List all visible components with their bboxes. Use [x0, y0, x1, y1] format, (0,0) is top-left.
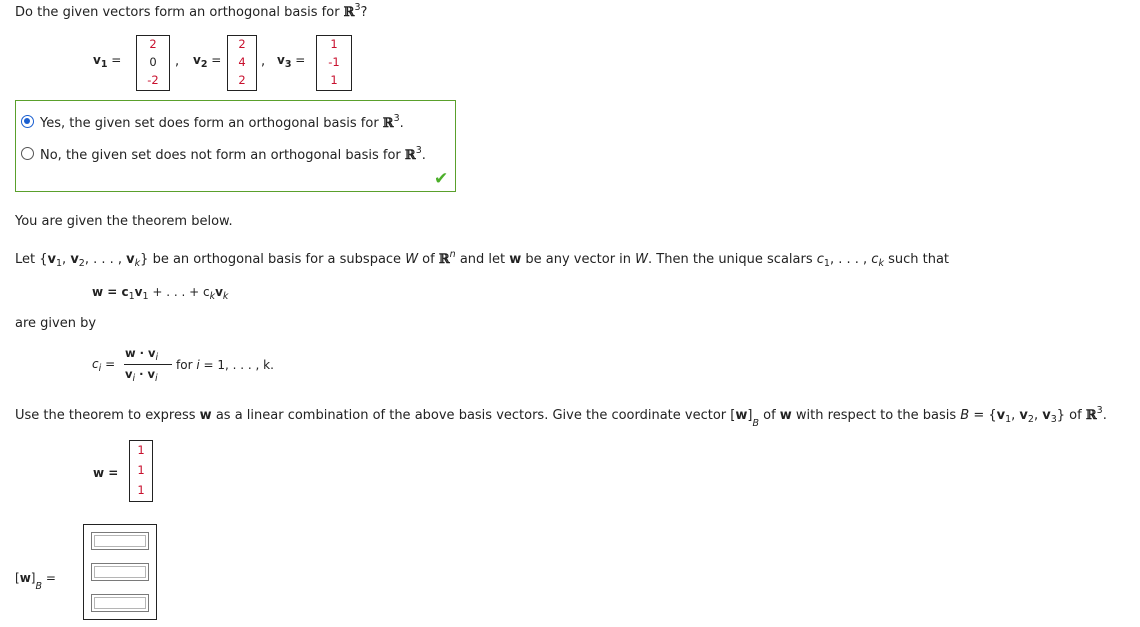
given-by-text: are given by: [15, 316, 97, 331]
w-vector-matrix: 1 1 1: [129, 440, 153, 502]
vector-2-matrix: 2 4 2: [227, 35, 257, 91]
vector-1-label: $v_1$ =: [93, 53, 122, 70]
linear-combination-equation: $w = c_1v_1$ + . . . + $c_kv_k$: [92, 285, 229, 302]
answer-choices-box: [15, 100, 456, 192]
theorem-statement: Let {$v_1$, $v_2$, . . . , $v_k$} be an orthogonal basis for a subspace W of ℝ$^n$ and let w be any vector in W. Then the unique scalars $c_1$, . . . , $c_k$ such that: [15, 249, 950, 269]
answer-input-1[interactable]: [91, 532, 149, 550]
answer-input-2[interactable]: [91, 563, 149, 581]
fraction-bar: [124, 364, 172, 365]
option-no-label[interactable]: No, the given set does not form an orthogonal basis for ℝ$^3$.: [40, 145, 426, 163]
radio-yes[interactable]: [21, 115, 34, 128]
answer-input-3[interactable]: [91, 594, 149, 612]
formula-numerator: $w \cdot v_i$: [125, 346, 159, 363]
vector-3-matrix: 1 -1 1: [316, 35, 352, 91]
w-vector-label: w =: [93, 466, 119, 480]
coordinate-vector-label: $[w]_B$ =: [15, 571, 56, 592]
formula-ci: $c_i$ =: [92, 357, 116, 374]
vector-1-matrix: 2 0 -2: [136, 35, 170, 91]
check-icon: ✔: [434, 169, 449, 189]
radio-no[interactable]: [21, 147, 34, 160]
vector-2-label: $v_2$ =: [193, 53, 222, 70]
question-text: Do the given vectors form an orthogonal basis for ℝ$^3$?: [15, 2, 368, 20]
option-yes-label[interactable]: Yes, the given set does form an orthogonal basis for ℝ$^3$.: [40, 113, 404, 131]
formula-denominator: $v_i \cdot v_i$: [125, 367, 158, 384]
vector-3-label: $v_3$ =: [277, 53, 306, 70]
formula-range: for i = 1, . . . , k.: [176, 358, 274, 372]
instruction-text: Use the theorem to express w as a linear combination of the above basis vectors. Give the coordinate vector $[w]_B$ of w with respect to the basis $B = \{v_1$, $v_2$, $v_3$} of ℝ$^3$.: [15, 405, 1107, 429]
theorem-intro: You are given the theorem below.: [15, 214, 233, 229]
